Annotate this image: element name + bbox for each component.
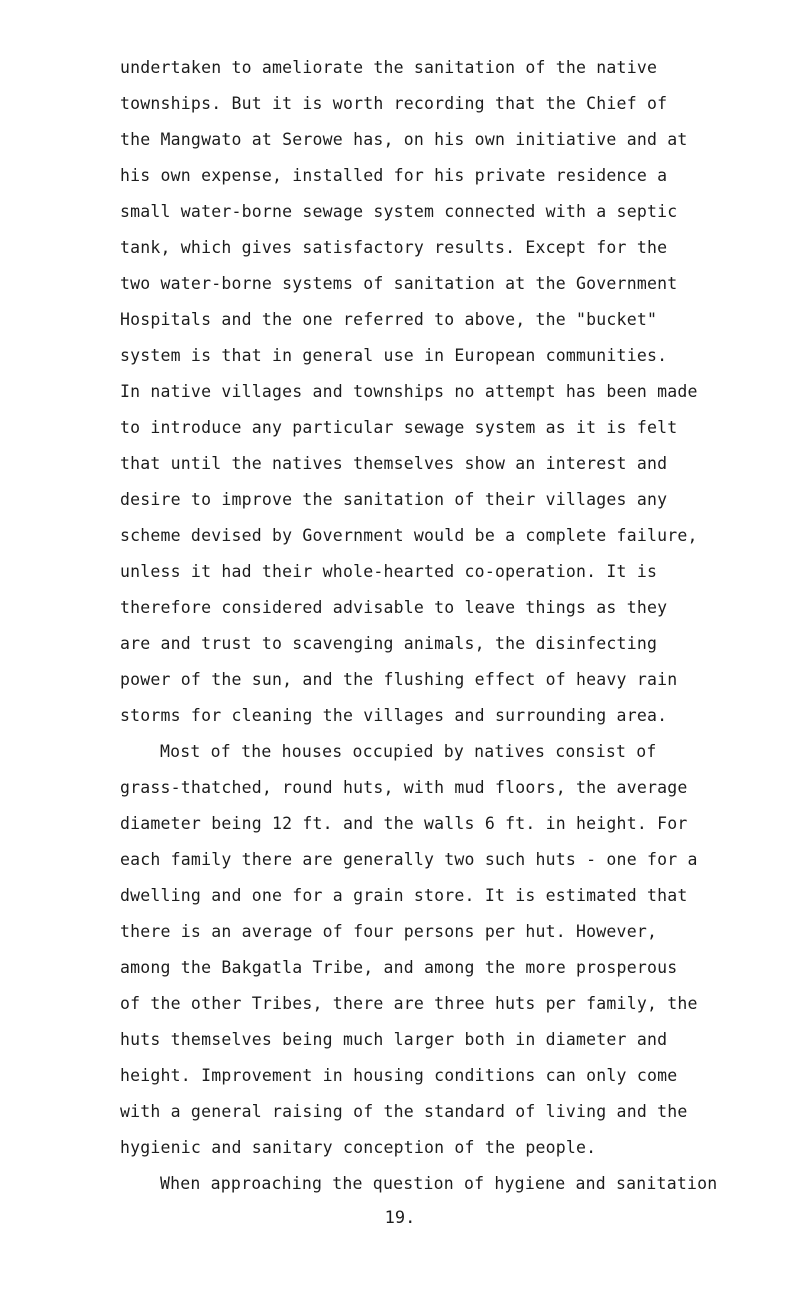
text-line: unless it had their whole-hearted co-operation. It is xyxy=(120,562,658,581)
text-line: height. Improvement in housing conditions can only come xyxy=(120,1066,678,1085)
text-line: with a general raising of the standard of living and the xyxy=(120,1102,688,1121)
text-line: undertaken to ameliorate the sanitation of the native xyxy=(120,58,658,77)
text-line: diameter being 12 ft. and the walls 6 ft. in height. For xyxy=(120,814,688,833)
text-line: Hospitals and the one referred to above, the "bucket" xyxy=(120,310,658,329)
text-line: two water-borne systems of sanitation at the Government xyxy=(120,274,678,293)
text-line: dwelling and one for a grain store. It is estimated that xyxy=(120,886,688,905)
text-line: are and trust to scavenging animals, the disinfecting xyxy=(120,634,658,653)
text-line: desire to improve the sanitation of their villages any xyxy=(120,490,668,509)
text-line: power of the sun, and the flushing effect of heavy rain xyxy=(120,670,678,689)
text-line: scheme devised by Government would be a complete failure, xyxy=(120,526,698,545)
text-line: grass-thatched, round huts, with mud floors, the average xyxy=(120,778,688,797)
text-line: When approaching the question of hygiene and sanitation xyxy=(160,1174,718,1193)
text-line: tank, which gives satisfactory results. Except for the xyxy=(120,238,668,257)
text-line: hygienic and sanitary conception of the people. xyxy=(120,1138,597,1157)
text-line: of the other Tribes, there are three huts per family, the xyxy=(120,994,698,1013)
text-line: his own expense, installed for his private residence a xyxy=(120,166,668,185)
text-line: therefore considered advisable to leave things as they xyxy=(120,598,668,617)
text-line: the Mangwato at Serowe has, on his own initiative and at xyxy=(120,130,688,149)
text-line: small water-borne sewage system connected with a septic xyxy=(120,202,678,221)
text-line: there is an average of four persons per hut. However, xyxy=(120,922,658,941)
text-line: In native villages and townships no attempt has been made xyxy=(120,382,698,401)
text-line: to introduce any particular sewage system as it is felt xyxy=(120,418,678,437)
text-line: system is that in general use in European communities. xyxy=(120,346,668,365)
text-line: that until the natives themselves show an interest and xyxy=(120,454,668,473)
text-line: each family there are generally two such huts - one for a xyxy=(120,850,698,869)
text-line: storms for cleaning the villages and surrounding area. xyxy=(120,706,668,725)
text-line: among the Bakgatla Tribe, and among the more prosperous xyxy=(120,958,678,977)
text-line: townships. But it is worth recording that the Chief of xyxy=(120,94,668,113)
text-line: Most of the houses occupied by natives consist of xyxy=(160,742,657,761)
text-line: huts themselves being much larger both in diameter and xyxy=(120,1030,668,1049)
page-number: 19. xyxy=(384,1208,416,1228)
